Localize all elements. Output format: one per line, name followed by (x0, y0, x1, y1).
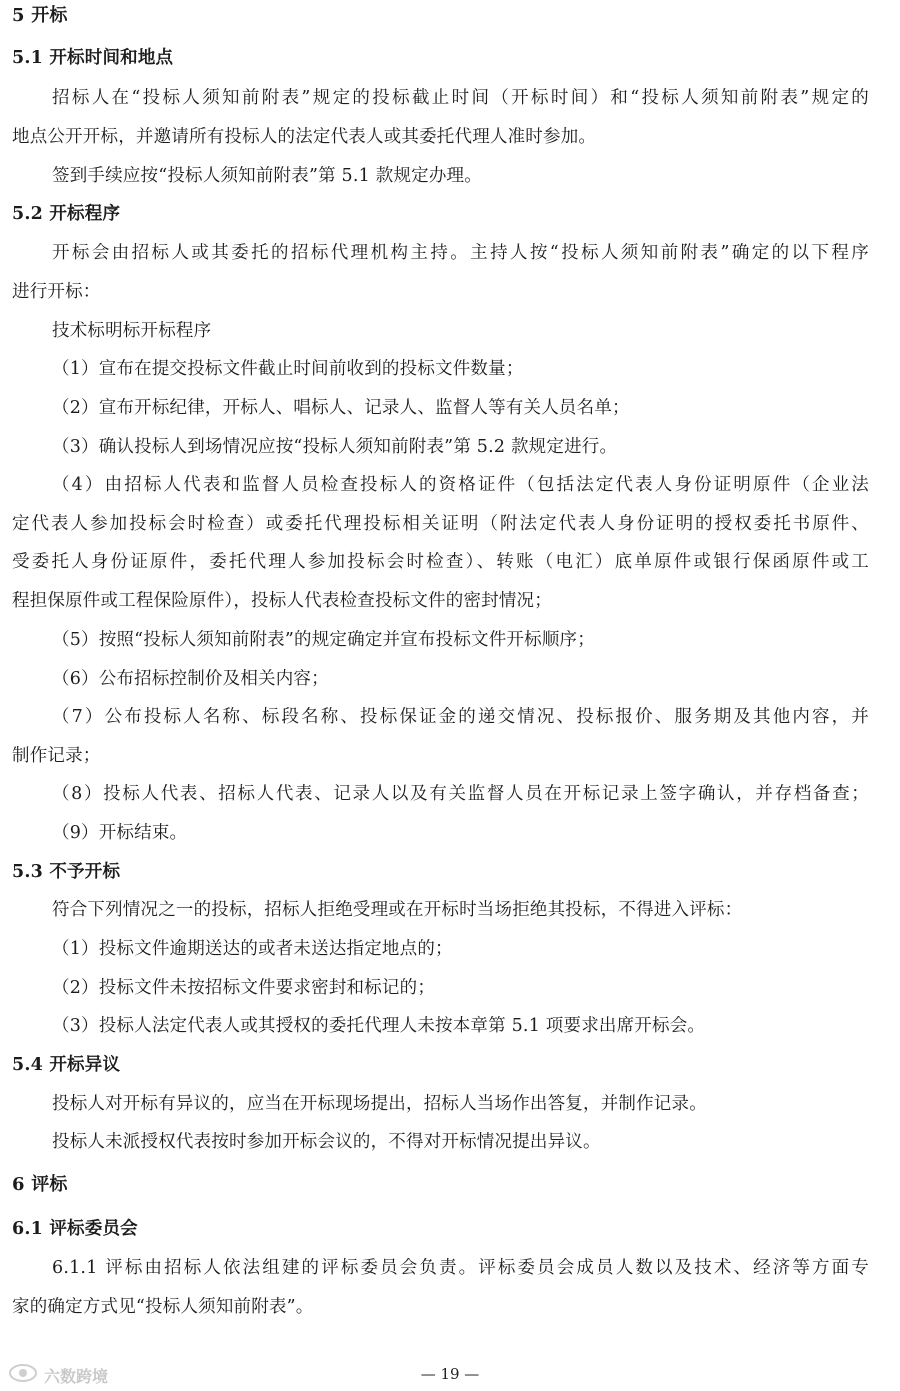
section-5-1-paragraph-1-line-2: 地点公开开标，并邀请所有投标人的法定代表人或其委托代理人准时参加。 (12, 127, 597, 147)
section-5-heading: 5 开标 (12, 5, 68, 26)
section-5-4-paragraph-1: 投标人对开标有异议的，应当在开标现场提出，招标人当场作出答复，并制作记录。 (52, 1094, 707, 1114)
list-item: （4）由招标人代表和监督人员检查投标人的资格证件（包括法定代表人身份证明原件（企业法 (52, 475, 869, 495)
section-5-2-subheading: 技术标明标开标程序 (52, 321, 212, 341)
section-6-heading: 6 评标 (12, 1174, 68, 1195)
list-item: （3）确认投标人到场情况应按“投标人须知前附表”第 5.2 款规定进行。 (52, 437, 618, 457)
section-5-3-paragraph: 符合下列情况之一的投标，招标人拒绝受理或在开标时当场拒绝其投标，不得进入评标： (52, 900, 743, 920)
section-5-2-paragraph-1-line-2: 进行开标： (12, 282, 101, 302)
list-item: （1）宣布在提交投标文件截止时间前收到的投标文件数量； (52, 359, 524, 379)
section-5-4-paragraph-2: 投标人未派授权代表按时参加开标会议的，不得对开标情况提出异议。 (52, 1132, 601, 1152)
list-item-continuation: 定代表人参加投标会时检查）或委托代理投标相关证明（附法定代表人身份证明的授权委托书原件、 (12, 514, 869, 534)
watermark-text: 六数跨境 (44, 1366, 109, 1386)
list-item: （5）按照“投标人须知前附表”的规定确定并宣布投标文件开标顺序； (52, 630, 595, 650)
list-item: （3）投标人法定代表人或其授权的委托代理人未按本章第 5.1 项要求出席开标会。 (52, 1016, 706, 1036)
section-5-1-heading: 5.1 开标时间和地点 (12, 48, 174, 68)
section-5-1-paragraph-2: 签到手续应按“投标人须知前附表”第 5.1 款规定办理。 (52, 166, 482, 186)
list-item: （2）宣布开标纪律，开标人、唱标人、记录人、监督人等有关人员名单； (52, 398, 630, 418)
section-6-1-heading: 6.1 评标委员会 (12, 1219, 138, 1239)
list-item: （1）投标文件逾期送达的或者未送达指定地点的； (52, 939, 453, 959)
page-number: — 19 — (420, 1365, 480, 1383)
list-item-continuation: 制作记录； (12, 746, 101, 766)
section-5-2-paragraph-1-line-1: 开标会由招标人或其委托的招标代理机构主持。主持人按“投标人须知前附表”确定的以下程序 (52, 243, 869, 263)
list-item: （6）公布招标控制价及相关内容； (52, 669, 329, 689)
list-item: （7）公布投标人名称、标段名称、投标保证金的递交情况、投标报价、服务期及其他内容，并 (52, 707, 869, 727)
section-6-1-1-line-1: 6.1.1 评标由招标人依法组建的评标委员会负责。评标委员会成员人数以及技术、经济等方面专 (52, 1258, 869, 1278)
section-5-2-heading: 5.2 开标程序 (12, 204, 121, 224)
section-6-1-1-line-2: 家的确定方式见“投标人须知前附表”。 (12, 1297, 314, 1317)
list-item: （2）投标文件未按招标文件要求密封和标记的； (52, 978, 436, 998)
section-5-3-heading: 5.3 不予开标 (12, 862, 121, 882)
section-5-4-heading: 5.4 开标异议 (12, 1055, 121, 1075)
list-item-continuation: 受委托人身份证原件，委托代理人参加投标会时检查）、转账（电汇）底单原件或银行保函原件或工 (12, 552, 869, 572)
section-5-1-paragraph-1-line-1: 招标人在“投标人须知前附表”规定的投标截止时间（开标时间）和“投标人须知前附表”规定的 (52, 88, 869, 108)
list-item: （9）开标结束。 (52, 823, 188, 843)
list-item: （8）投标人代表、招标人代表、记录人以及有关监督人员在开标记录上签字确认，并存档备查； (52, 784, 869, 804)
list-item-continuation: 程担保原件或工程保险原件），投标人代表检查投标文件的密封情况； (12, 591, 552, 611)
